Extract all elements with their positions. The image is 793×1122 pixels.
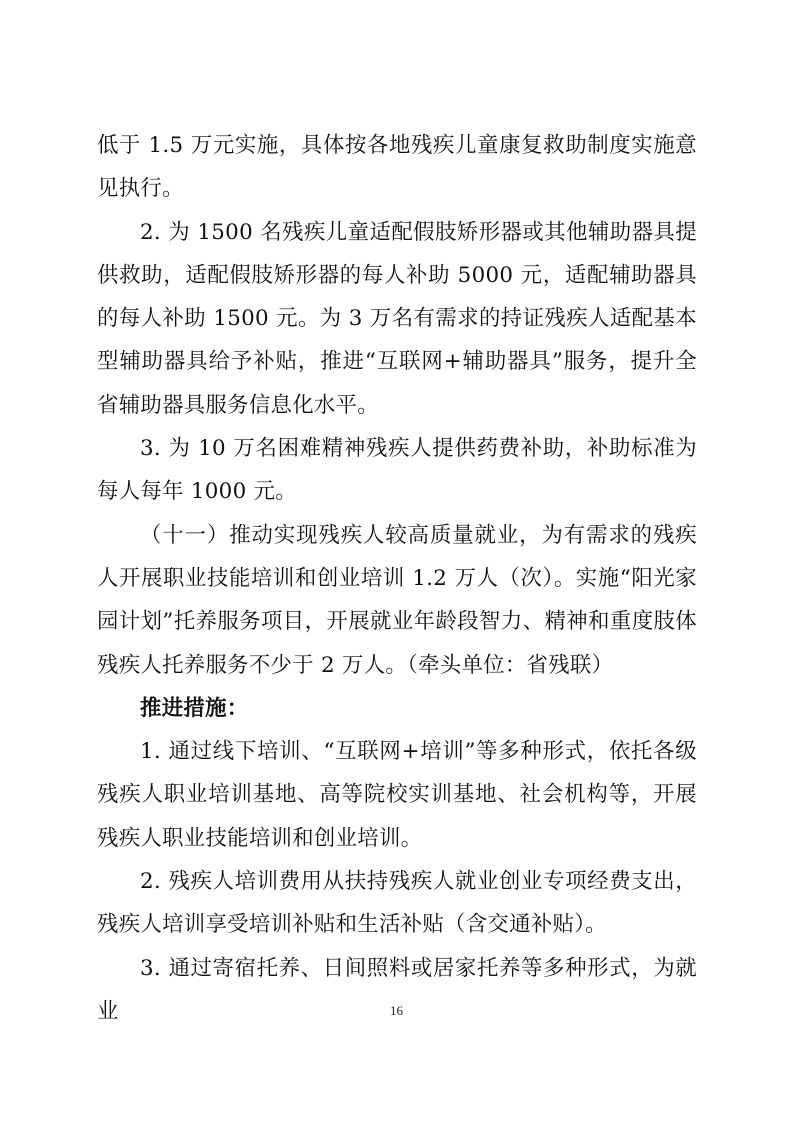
paragraph-item-3-medication-subsidy: 3. 为 10 万名困难精神残疾人提供药费补助，补助标准为每人每年 1000 元。	[97, 436, 697, 505]
paragraph-continuation: 低于 1.5 万元实施，具体按各地残疾儿童康复救助制度实施意见执行。	[97, 133, 697, 202]
paragraph-measure-1-training: 1. 通过线下培训、“互联网+培训”等多种形式，依托各级残疾人职业培训基地、高等院校实训基地、社会机构等，开展残疾人职业技能培训和创业培训。	[97, 739, 697, 851]
paragraph-section-11-employment: （十一）推动实现残疾人较高质量就业，为有需求的残疾人开展职业技能培训和创业培训 1.2 万人（次）。实施“阳光家园计划”托养服务项目，开展就业年龄段智力、精神和重度肢体残疾人托养服务不少于 2 万人。（牵头单位：省残联）	[97, 522, 697, 678]
paragraph-measures-heading: 推进措施：	[140, 695, 249, 721]
paragraph-measure-2-training-costs: 2. 残疾人培训费用从扶持残疾人就业创业专项经费支出，残疾人培训享受培训补贴和生活补贴（含交通补贴）。	[97, 869, 697, 938]
paragraph-item-2-assistive-devices: 2. 为 1500 名残疾儿童适配假肢矫形器或其他辅助器具提供救助，适配假肢矫形器的每人补助 5000 元，适配辅助器具的每人补助 1500 元。为 3 万名有需求的持证残疾人适配基本型辅助器具给予补贴，推进“互联网+辅助器具”服务，提升全省辅助器具服务信息化水平。	[97, 219, 697, 418]
paragraph-measure-3-care-services: 3. 通过寄宿托养、日间照料或居家托养等多种形式，为就业	[97, 955, 697, 1024]
document-body	[97, 124, 697, 1033]
page-number: 16	[390, 1003, 403, 1018]
